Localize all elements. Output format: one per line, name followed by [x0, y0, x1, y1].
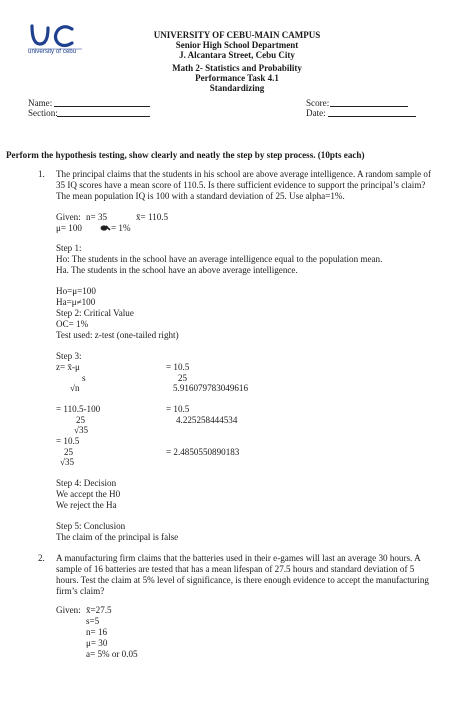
- task-title: Performance Task 4.1: [195, 73, 279, 83]
- step1-title: Step 1:: [56, 243, 82, 253]
- problem2-text-1: A manufacturing firm claims that the batteries used in their e-games will last an average 30 hours. A: [56, 553, 421, 563]
- calc-25-a: 25: [76, 415, 86, 425]
- formula-s: s: [82, 373, 86, 383]
- given-alpha: = 1%: [111, 223, 131, 233]
- critical-value: OC= 1%: [56, 319, 89, 329]
- problem2-number: 2.: [38, 553, 45, 563]
- problem1-text-2: 35 IQ scores have a mean score of 110.5. Is there sufficient evidence to support the principal’s claim?: [56, 180, 426, 190]
- department: Senior High School Department: [175, 40, 299, 50]
- step2-title: Step 2: Critical Value: [56, 308, 134, 318]
- step3-title: Step 3:: [56, 351, 82, 361]
- p2-given-xbar: x̄=27.5: [86, 605, 112, 615]
- formula-sqrt-n: √n: [70, 383, 80, 393]
- problem1-text-3: The mean population IQ is 100 with a standard deviation of 25. Use alpha=1%.: [56, 191, 345, 201]
- problem2-text-3: hours. Test the claim at 5% level of significance, is there enough evidence to accept the manufacturing: [56, 575, 429, 585]
- h0-text: Ho: The students in the school have an average intelligence equal to the population mean.: [56, 254, 383, 264]
- subject: Math 2- Statistics and Probability: [172, 63, 302, 73]
- z-result: = 2.4850550890183: [166, 447, 240, 457]
- address: J. Alcantara Street, Cebu City: [179, 50, 295, 60]
- problem1-text-1: The principal claims that the students in his school are above average intelligence. A random sample of: [56, 169, 432, 179]
- section-label: Section:: [28, 108, 58, 118]
- decision-reject: We reject the Ha: [56, 500, 117, 510]
- ha-symbolic: Ha=μ≠100: [56, 297, 96, 307]
- section-line[interactable]: [57, 116, 150, 117]
- step4-title: Step 4: Decision: [56, 478, 117, 488]
- calc-10-5-b: = 10.5: [166, 404, 190, 414]
- p2-given-label: Given:: [56, 605, 81, 615]
- problem2-text-2: sample of 16 batteries are tested that has a mean lifespan of 27.5 hours and standard deviation of 5: [56, 564, 415, 574]
- date-label: Date:: [306, 108, 326, 118]
- p2-given-mu: μ= 30: [86, 638, 108, 648]
- calc-35: 35: [79, 425, 89, 435]
- formula-n: n: [75, 383, 80, 393]
- calc-10-5: = 10.5: [166, 362, 190, 372]
- calc-25-b: 25: [64, 447, 74, 457]
- decision-accept: We accept the H0: [56, 489, 121, 499]
- z-formula: z= x̄-μ: [56, 362, 80, 372]
- university-name: UNIVERSITY OF CEBU-MAIN CAMPUS: [153, 30, 321, 40]
- alpha-symbol-icon: [100, 224, 111, 232]
- step5-title: Step 5: Conclusion: [56, 521, 126, 531]
- calc-4-22: 4.225258444534: [176, 415, 238, 425]
- test-used: Test used: z-test (one-tailed right): [56, 330, 179, 340]
- given-xbar: x̄= 110.5: [136, 212, 169, 222]
- calc-35-b: 35: [65, 457, 75, 467]
- calc-sqrt-35-b: √35: [60, 457, 75, 467]
- calc-25: 25: [178, 373, 188, 383]
- problem1-number: 1.: [38, 169, 45, 179]
- name-line[interactable]: [54, 106, 150, 107]
- p2-given-n: n= 16: [86, 627, 108, 637]
- topic: Standardizing: [209, 83, 265, 93]
- instructions: Perform the hypothesis testing, show clearly and neatly the step by step process. (10pts each): [6, 150, 365, 160]
- p2-given-s: s=5: [86, 616, 100, 626]
- given-mu: μ= 100: [56, 223, 82, 233]
- conclusion: The claim of the principal is false: [56, 532, 179, 542]
- h0-symbolic: Ho=μ=100: [56, 286, 96, 296]
- logo-subtext: university of cebu: [28, 48, 77, 55]
- problem2-text-4: firm’s claim?: [56, 586, 105, 596]
- name-label: Name:: [28, 98, 53, 108]
- p2-given-a: a= 5% or 0.05: [86, 649, 138, 659]
- score-label: Score:: [306, 98, 330, 108]
- calc-line-1: = 110.5-100: [56, 404, 101, 414]
- given-n: n= 35: [86, 212, 108, 222]
- score-line[interactable]: [330, 106, 408, 107]
- calc-sqrt-value: 5.916079783049616: [173, 383, 249, 393]
- ha-text: Ha. The students in the school have an above average intelligence.: [56, 265, 298, 275]
- given-label: Given:: [56, 212, 81, 222]
- calc-10-5-c: = 10.5: [56, 436, 80, 446]
- date-line[interactable]: [328, 116, 416, 117]
- calc-sqrt-35: √35: [74, 425, 89, 435]
